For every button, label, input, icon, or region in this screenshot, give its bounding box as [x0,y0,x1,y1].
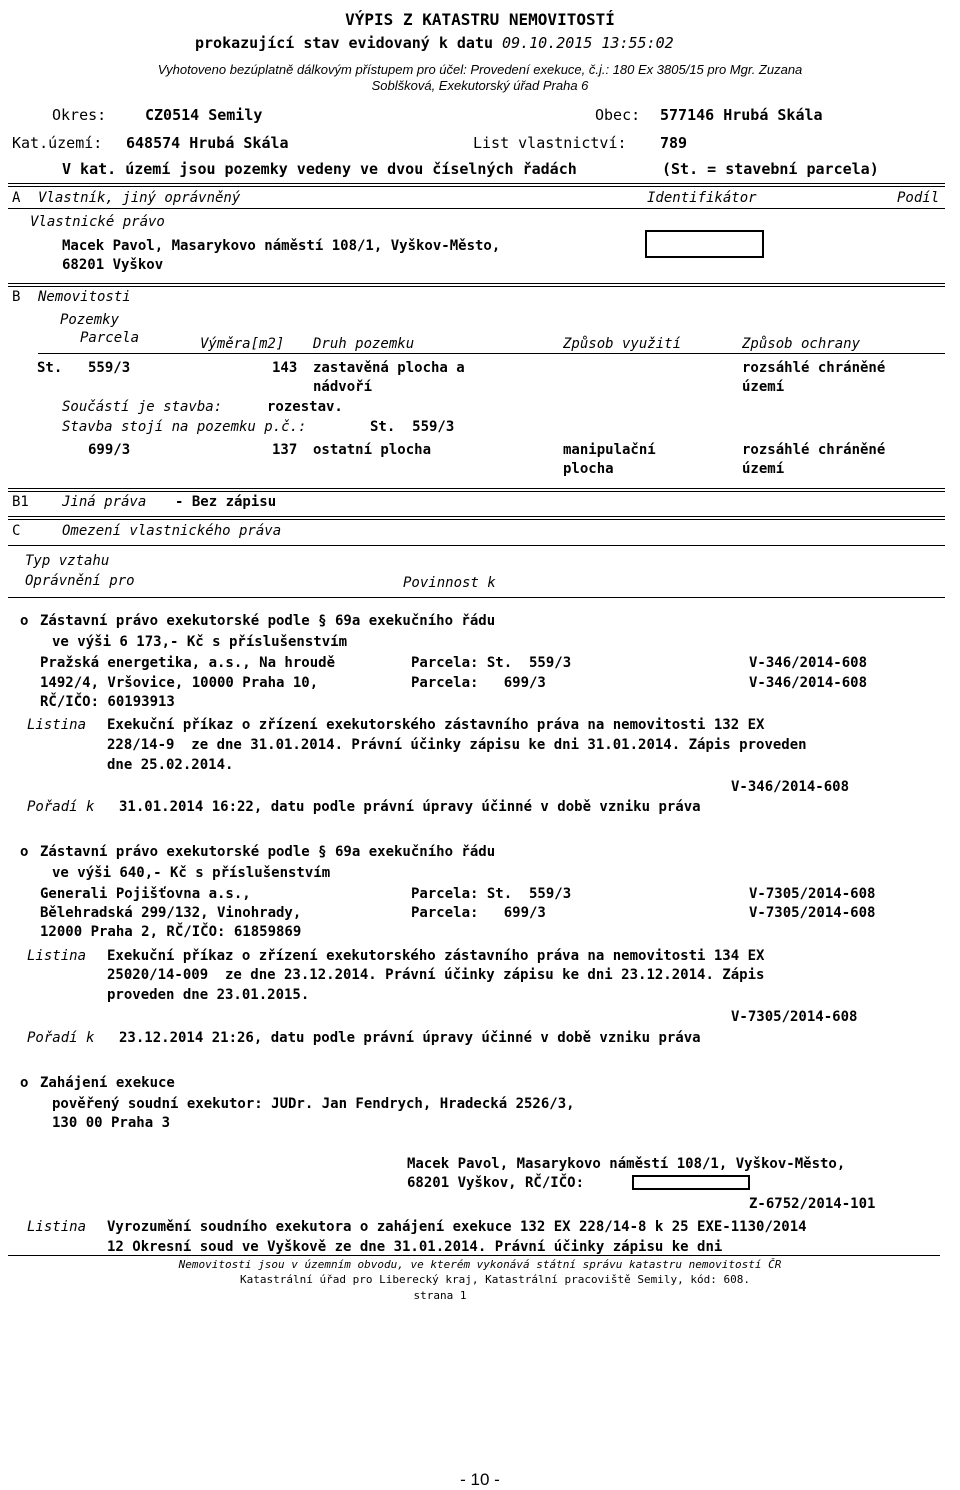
entry1-parcel-line2: Parcela: 699/3 [411,675,546,691]
entry3-listina-line1: Vyrozumění soudního exekutora o zahájení exekuce 132 EX 228/14-8 k 25 EXE-1130/2014 [107,1219,807,1235]
col-vyuziti: Způsob využití [563,336,682,352]
section-b-letter: B [12,289,21,305]
katuzemi-value: 648574 Hrubá Skála [126,134,289,152]
section-b-subtitle: Pozemky [60,312,120,328]
purpose-note-line1: Vyhotoveno bezúplatně dálkovým přístupem pro účel: Provedení exekuce, č.j.: 180 Ex 3805/15 pro Mgr. Zuzana [157,62,803,77]
list-value: 789 [660,134,688,152]
entry1-poradi-label: Pořadí k [27,799,95,815]
entry1-party-line2: 1492/4, Vršovice, 10000 Praha 10, [40,675,319,691]
section-c-title: Omezení vlastnického práva [62,523,282,539]
entry1-listina-line1: Exekuční příkaz o zřízení exekutorského zástavního práva na nemovitosti 132 EX [107,717,765,733]
divider [8,186,945,187]
entry3-title: Zahájení exekuce [40,1075,175,1091]
row1-druh-line2: nádvoří [313,379,373,395]
col-ochrana: Způsob ochrany [742,336,861,352]
entry1-poradi-value: 31.01.2014 16:22, datu podle právní úpravy účinné v době vzniku práva [119,799,701,815]
entry1-listina-label: Listina [27,717,87,733]
entry2-bullet: o [20,844,29,860]
section-b1-value: - Bez zápisu [175,494,277,510]
entry1-title-line1: Zástavní právo exekutorské podle § 69a exekučního řádu [40,613,496,629]
entry3-listina-line2: 12 Okresní soud ve Vyškově ze dne 31.01.2014. Právní účinky zápisu ke dni [107,1239,723,1255]
row2-vyuziti-line2: plocha [563,461,614,477]
entry2-party-line2: Bělehradská 299/132, Vinohrady, [40,905,302,921]
col-parcela: Parcela [80,330,140,346]
row2-parcela: 699/3 [88,442,131,458]
povinnost-k-label: Povinnost k [403,575,496,591]
parcel-series-note: V kat. území jsou pozemky vedeny ve dvou číselných řadách [62,160,577,178]
entry3-exekutor-line1: pověřený soudní exekutor: JUDr. Jan Fendrych, Hradecká 2526/3, [52,1096,575,1112]
entry2-title-line1: Zástavní právo exekutorské podle § 69a exekučního řádu [40,844,496,860]
entry3-listina-label: Listina [27,1219,87,1235]
divider [8,283,945,284]
row1-ochrana-line1: rozsáhlé chráněné [742,360,886,376]
divider [8,488,945,489]
col-identifikator: Identifikátor [647,190,757,206]
row1-parcela: 559/3 [88,360,131,376]
purpose-note-line2: Soblšková, Exekutorský úřad Praha 6 [371,78,589,93]
okres-label: Okres: [52,106,107,124]
footer-page-label: strana 1 [413,1289,467,1302]
entry2-listina-line1: Exekuční příkaz o zřízení exekutorského zástavního práva na nemovitosti 134 EX [107,948,765,964]
okres-value: CZ0514 Semily [145,106,263,124]
entry3-exekutor-line2: 130 00 Praha 3 [52,1115,171,1131]
row2-vymera: 137 [272,442,298,458]
parcel-series-legend: (St. = stavební parcela) [662,160,879,178]
entry1-listina-ref: V-346/2014-608 [731,779,850,795]
section-a-letter: A [12,190,21,206]
entry1-listina-line3: dne 25.02.2014. [107,757,234,773]
divider [8,286,945,287]
soucasti-value: rozestav. [267,399,343,415]
row2-druh: ostatní plocha [313,442,432,458]
entry2-parcel-line1: Parcela: St. 559/3 [411,886,572,902]
entry1-bullet: o [20,613,29,629]
obec-value: 577146 Hrubá Skála [660,106,823,124]
obec-label: Obec: [595,106,641,124]
row1-druh-line1: zastavěná plocha a [313,360,465,376]
owner-line1: Macek Pavol, Masarykovo náměstí 108/1, Vyškov-Město, [62,238,501,254]
soucasti-label: Součástí je stavba: [62,399,223,415]
subtitle-date: 09.10.2015 13:55:02 [502,34,674,52]
typ-vztahu-label: Typ vztahu [25,553,110,569]
entry3-party-line2: 68201 Vyškov, RČ/IČO: [407,1175,585,1191]
entry2-ref-line1: V-7305/2014-608 [749,886,876,902]
entry2-title-line2: ve výši 640,- Kč s příslušenstvím [52,865,331,881]
owner-line2: 68201 Vyškov [62,257,164,273]
entry1-title-line2: ve výši 6 173,- Kč s příslušenstvím [52,634,348,650]
divider [8,519,945,520]
section-b1-letter: B1 [12,494,29,510]
divider [8,208,945,209]
document-subtitle [195,34,674,52]
entry3-party-line1: Macek Pavol, Masarykovo náměstí 108/1, Vyškov-Město, [407,1156,846,1172]
document-title: VÝPIS Z KATASTRU NEMOVITOSTÍ [345,10,615,29]
footer-line2: Katastrální úřad pro Liberecký kraj, Katastrální pracoviště Semily, kód: 608. [240,1273,750,1286]
divider [8,516,945,517]
rcico-redacted-box [632,1175,750,1190]
footer-line1: Nemovitosti jsou v územním obvodu, ve kterém vykonává státní správu katastru nemovitostí ČR [178,1258,782,1271]
entry1-party-line3: RČ/IČO: 60193913 [40,694,175,710]
entry2-listina-ref: V-7305/2014-608 [731,1009,858,1025]
divider [8,597,945,598]
row1-ochrana-line2: území [742,379,785,395]
col-druh: Druh pozemku [313,336,415,352]
list-label: List vlastnictví: [473,134,627,152]
entry2-listina-label: Listina [27,948,87,964]
entry1-party-line1: Pražská energetika, a.s., Na hroudě [40,655,336,671]
divider [8,491,945,492]
row2-ochrana-line1: rozsáhlé chráněné [742,442,886,458]
entry3-bullet: o [20,1075,29,1091]
identifier-redacted-box [645,230,764,258]
stavba-value: St. 559/3 [370,419,455,435]
divider [38,353,945,354]
entry2-party-line3: 12000 Praha 2, RČ/IČO: 61859869 [40,924,302,940]
row1-prefix: St. [37,360,63,376]
row2-vyuziti-line1: manipulační [563,442,656,458]
entry2-ref-line2: V-7305/2014-608 [749,905,876,921]
page-number: - 10 - [460,1470,500,1489]
section-b-title: Nemovitosti [38,289,131,305]
section-c-letter: C [12,523,21,539]
section-b1-title: Jiná práva [62,494,147,510]
entry2-listina-line2: 25020/14-009 ze dne 23.12.2014. Právní účinky zápisu ke dni 23.12.2014. Zápis [107,967,765,983]
entry2-parcel-line2: Parcela: 699/3 [411,905,546,921]
divider [8,183,945,184]
section-a-subtitle: Vlastnické právo [30,214,165,230]
entry1-parcel-line1: Parcela: St. 559/3 [411,655,572,671]
section-a-title: Vlastník, jiný oprávněný [38,190,241,206]
stavba-label: Stavba stojí na pozemku p.č.: [62,419,307,435]
entry1-listina-line2: 228/14-9 ze dne 31.01.2014. Právní účinky zápisu ke dni 31.01.2014. Zápis proveden [107,737,807,753]
entry1-ref-line1: V-346/2014-608 [749,655,868,671]
entry2-listina-line3: proveden dne 23.01.2015. [107,987,310,1003]
entry3-ref: Z-6752/2014-101 [749,1196,876,1212]
row1-vymera: 143 [272,360,298,376]
divider [8,545,945,546]
entry2-party-line1: Generali Pojišťovna a.s., [40,886,251,902]
footer-divider [8,1255,940,1256]
col-vymera: Výměra[m2] [200,336,285,352]
entry1-ref-line2: V-346/2014-608 [749,675,868,691]
row2-ochrana-line2: území [742,461,785,477]
opravneni-pro-label: Oprávnění pro [25,573,135,589]
entry2-poradi-label: Pořadí k [27,1030,95,1046]
entry2-poradi-value: 23.12.2014 21:26, datu podle právní úpravy účinné v době vzniku práva [119,1030,701,1046]
katuzemi-label: Kat.území: [12,134,103,152]
col-podil: Podíl [897,190,940,206]
subtitle-text: prokazující stav evidovaný k datu [195,34,494,52]
